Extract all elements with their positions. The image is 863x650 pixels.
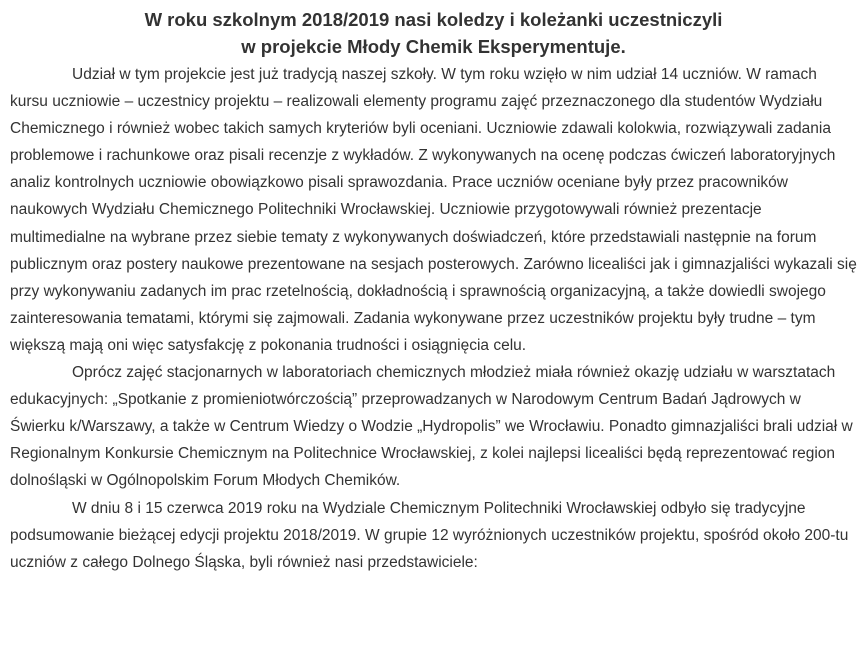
article-paragraph-1 (10, 61, 857, 359)
paragraph-text: Udział w tym projekcie jest już tradycją naszej szkoły. W tym roku wzięło w nim udział 14 uczniów. W ramach kursu uczniowie – uczestnicy projektu – realizowali elementy programu zajęć przeznaczonego dla studentów Wydziału Chemicznego i również wobec takich samych kryteriów byli oceniani. Uczniowie zdawali kolokwia, rozwiązywali zadania problemowe i rachunkowe oraz pisali recenzje z wykładów. Z wykonywanych na ocenę podczas ćwiczeń laboratoryjnych analiz kontrolnych uczniowie obowiązkowo pisali sprawozdania. Prace uczniów oceniane były przez pracowników naukowych Wydziału Chemicznego Politechniki Wrocławskiej. Uczniowie przygotowywali również prezentacje multimedialne na wybrane przez siebie tematy z wykonywanych doświadczeń, które przedstawiali następnie na forum publicznym oraz postery naukowe prezentowane na sesjach posterowych. Zarówno licealiści jak i gimnazjaliści wykazali się przy wykonywaniu zadanych im prac rzetelnością, dokładnością i sprawnością organizacyjną, a także dowiedli swojego zainteresowania tematami, którymi się zajmowali. Zadania wykonywane przez uczestników projektu były trudne – tym większą mają oni więc satysfakcję z pokonania trudności i osiągnięcia celu. (10, 66, 857, 354)
article-paragraph-2 (10, 359, 857, 494)
article-title-line-1: W roku szkolnym 2018/2019 nasi koledzy i koleżanki uczestniczyli (144, 9, 723, 30)
article-title-line-2: w projekcie Młody Chemik Eksperymentuje. (241, 36, 626, 57)
article-title (10, 6, 857, 60)
paragraph-text: Oprócz zajęć stacjonarnych w laboratoriach chemicznych młodzież miała również okazję udziału w warsztatach edukacyjnych: „Spotkanie z promieniotwórczością” przeprowadzanych w Narodowym Centrum Badań Jądrowych w Świerku k/Warszawy, a także w Centrum Wiedzy o Wodzie „Hydropolis” we Wrocławiu. Ponadto gimnazjaliści brali udział w Regionalnym Konkursie Chemicznym na Politechnice Wrocławskiej, z kolei najlepsi licealiści będą reprezentować region dolnośląski w Ogólnopolskim Forum Młodych Chemików. (10, 364, 853, 490)
paragraph-text: W dniu 8 i 15 czerwca 2019 roku na Wydziale Chemicznym Politechniki Wrocławskiej odbyło się tradycyjne podsumowanie bieżącej edycji projektu 2018/2019. W grupie 12 wyróżnionych uczestników projektu, spośród około 200-tu uczniów z całego Dolnego Śląska, byli również nasi przedstawiciele: (10, 499, 849, 571)
article-paragraph-3 (10, 495, 857, 576)
